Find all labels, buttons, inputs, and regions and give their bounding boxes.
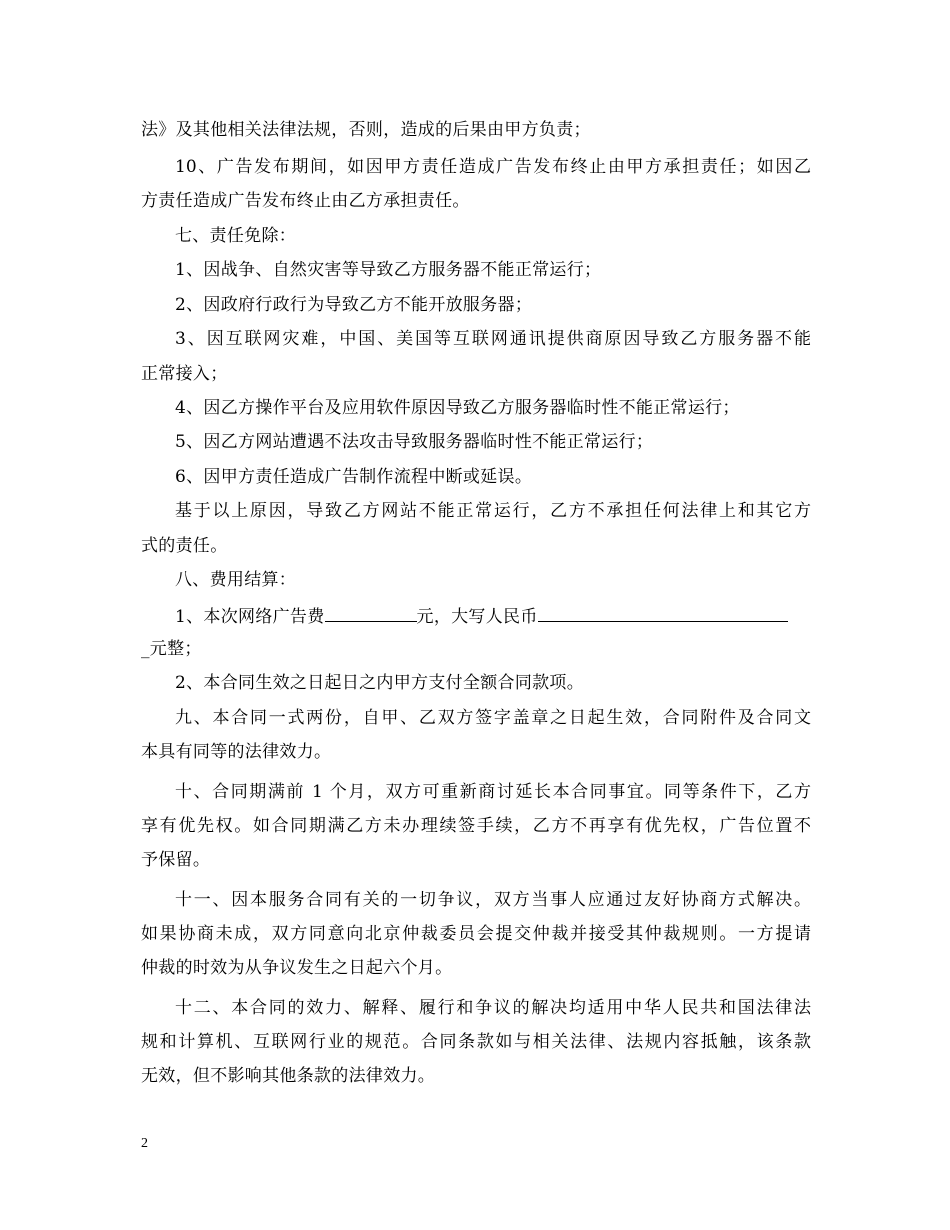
text-line: 6、因甲方责任造成广告制作流程中断或延误。 (175, 467, 533, 487)
text-line: 1、因战争、自然灾害等导致乙方服务器不能正常运行； (175, 260, 602, 280)
section-heading: 八、费用结算： (175, 570, 297, 590)
text-line: 5、因乙方网站遭遇不法攻击导致服务器临时性不能正常运行； (175, 432, 654, 452)
text-line: 十二、本合同的效力、解释、履行和争议的解决均适用中华人民共和国法律法 (175, 998, 811, 1018)
text-line: _元整； (141, 639, 202, 659)
text-line: 2、因政府行政行为导致乙方不能开放服务器； (175, 295, 533, 315)
text-line: 正常接入； (141, 364, 228, 384)
text-line: 本具有同等的法律效力。 (141, 742, 332, 762)
text-line: 予保留。 (141, 850, 211, 870)
text-line: 规和计算机、互联网行业的规范。合同条款如与相关法律、法规内容抵触，该条款 (141, 1032, 811, 1052)
text-line: 式的责任。 (141, 536, 228, 556)
text-line: 基于以上原因，导致乙方网站不能正常运行，乙方不承担任何法律上和其它方 (175, 501, 811, 521)
text-line: 无效，但不影响其他条款的法律效力。 (141, 1066, 436, 1086)
text-line: 如果协商未成，双方同意向北京仲裁委员会提交仲裁并接受其仲裁规则。一方提请 (141, 924, 811, 944)
text-line: 10、广告发布期间，如因甲方责任造成广告发布终止由甲方承担责任；如因乙 (175, 157, 811, 177)
fee-label: 1、本次网络广告费 (175, 607, 325, 627)
text-line: 方责任造成广告发布终止由乙方承担责任。 (141, 191, 470, 211)
fee-line (175, 604, 788, 627)
page-number: 2 (141, 1136, 148, 1151)
text-line: 法》及其他相关法律法规，否则，造成的后果由甲方负责； (141, 120, 591, 140)
text-line: 2、本合同生效之日起日之内甲方支付全额合同款项。 (175, 673, 585, 693)
text-line: 十、合同期满前 1 个月，双方可重新商讨延长本合同事宜。同等条件下，乙方 (175, 782, 811, 802)
text-line: 九、本合同一式两份，自甲、乙双方签字盖章之日起生效，合同附件及合同文 (175, 708, 811, 728)
text-line: 仲裁的时效为从争议发生之日起六个月。 (141, 958, 453, 978)
text-line: 4、因乙方操作平台及应用软件原因导致乙方服务器临时性不能正常运行； (175, 398, 740, 418)
text-line: 3、因互联网灾难，中国、美国等互联网通讯提供商原因导致乙方服务器不能 (175, 329, 811, 349)
section-heading: 七、责任免除： (175, 226, 297, 246)
fee-uppercase-label: 元，大写人民币 (416, 607, 538, 627)
amount-blank (325, 604, 417, 622)
text-line: 享有优先权。如合同期满乙方未办理续签手续，乙方不再享有优先权，广告位置不 (141, 816, 811, 836)
text-line: 十一、因本服务合同有关的一切争议，双方当事人应通过友好协商方式解决。 (175, 890, 811, 910)
amount-uppercase-blank (538, 604, 788, 622)
